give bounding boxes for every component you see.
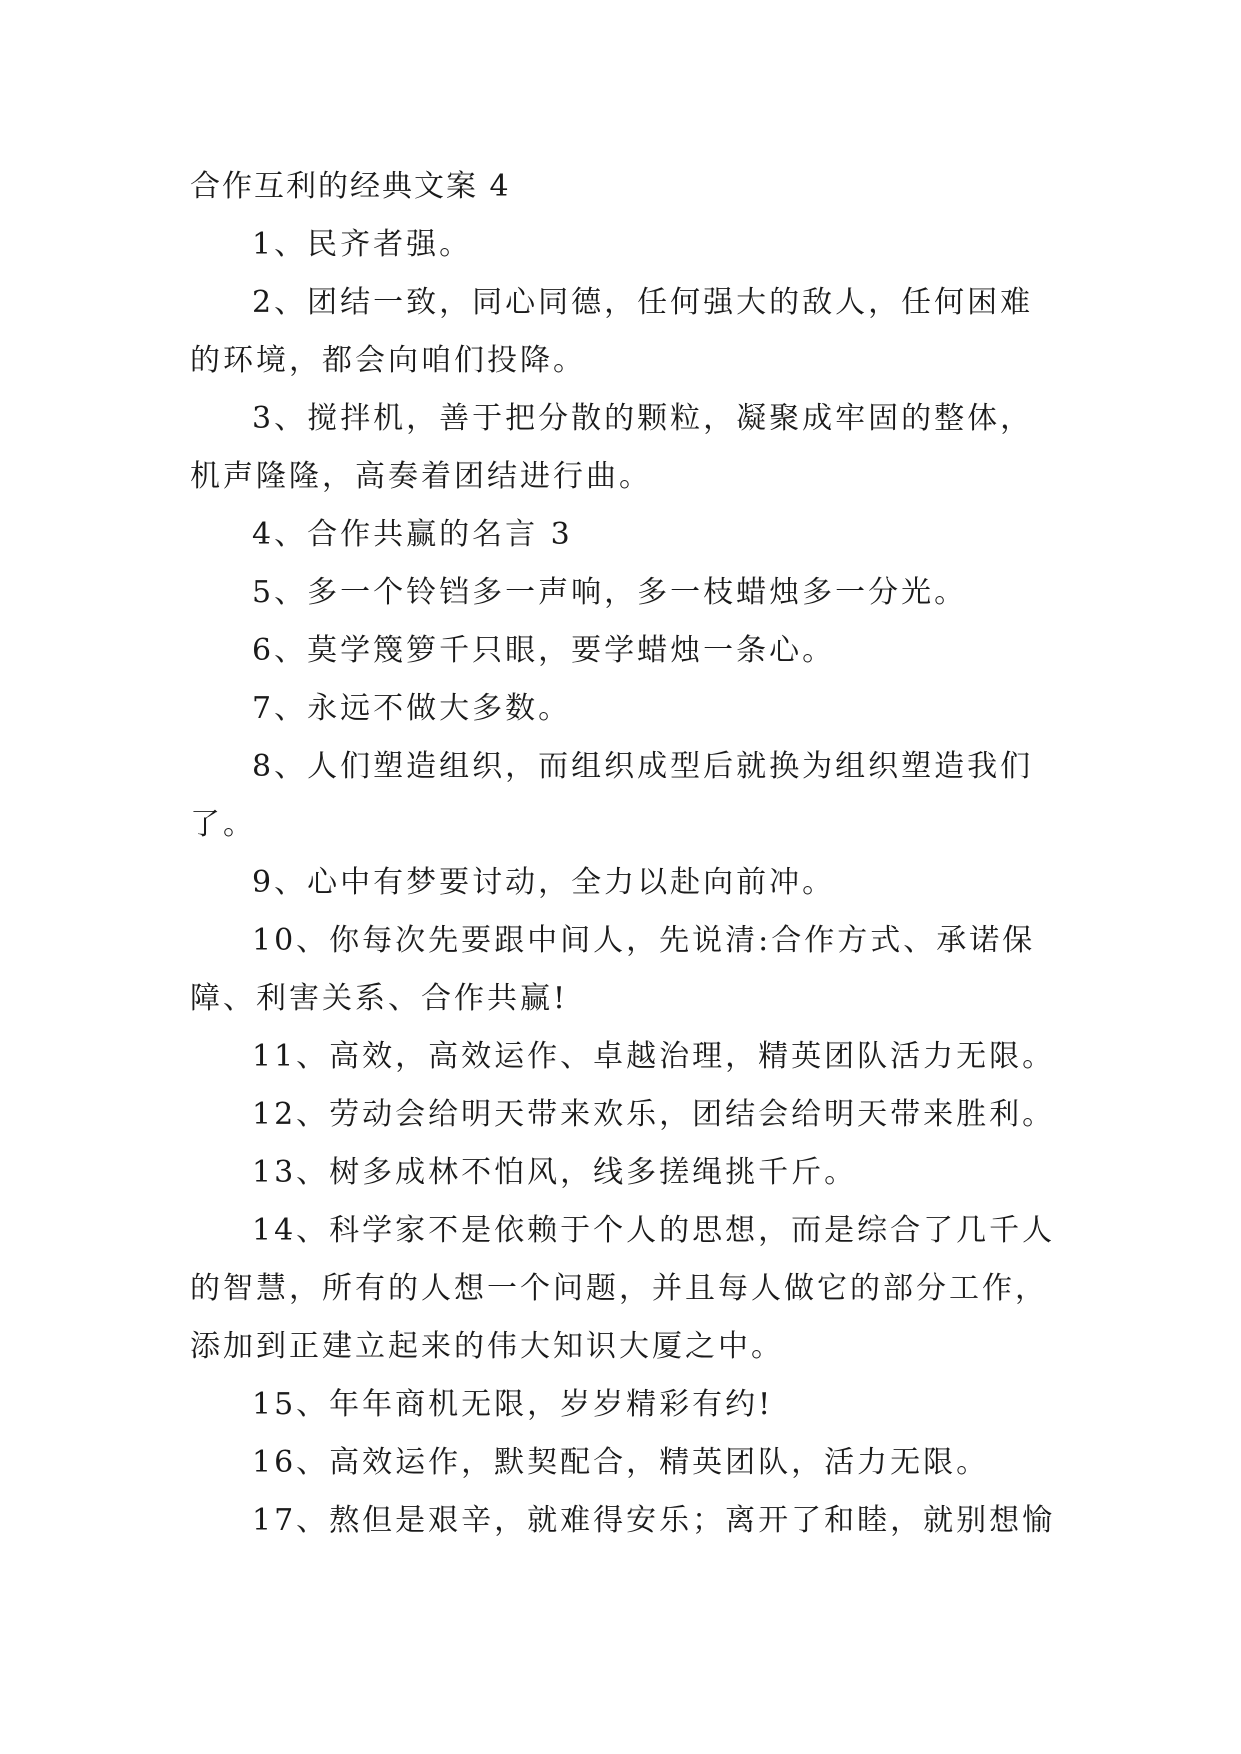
item-13 xyxy=(190,1144,1070,1202)
item-17 xyxy=(190,1492,1070,1550)
item-12 xyxy=(190,1086,1070,1144)
item-line: 15、年年商机无限，岁岁精彩有约! xyxy=(252,1387,774,1422)
item-line: 10、你每次先要跟中间人，先说清:合作方式、承诺保 xyxy=(252,923,1036,958)
item-line: 11、高效，高效运作、卓越治理，精英团队活力无限。 xyxy=(252,1039,1056,1074)
document-page xyxy=(190,158,1070,1550)
item-line: 1、民齐者强。 xyxy=(252,227,473,262)
item-line: 17、熬但是艰辛，就难得安乐；离开了和睦，就别想愉 xyxy=(252,1503,1056,1538)
item-6 xyxy=(190,622,1070,680)
item-15 xyxy=(190,1376,1070,1434)
item-line: 14、科学家不是依赖于个人的思想，而是综合了几千人 xyxy=(252,1213,1056,1248)
item-line: 13、树多成林不怕风，线多搓绳挑千斤。 xyxy=(252,1155,858,1190)
item-5 xyxy=(190,564,1070,622)
item-line-continued: 机声隆隆，高奏着团结进行曲。 xyxy=(190,459,652,494)
item-line: 5、多一个铃铛多一声响，多一枝蜡烛多一分光。 xyxy=(252,575,968,610)
item-10 xyxy=(190,912,1070,1028)
item-16 xyxy=(190,1434,1070,1492)
item-line: 7、永远不做大多数。 xyxy=(252,691,572,726)
item-line-continued: 的环境，都会向咱们投降。 xyxy=(190,343,586,378)
item-2 xyxy=(190,274,1070,390)
item-line: 8、人们塑造组织，而组织成型后就换为组织塑造我们 xyxy=(252,749,1034,784)
item-line: 12、劳动会给明天带来欢乐，团结会给明天带来胜利。 xyxy=(252,1097,1056,1132)
item-line-continued: 的智慧，所有的人想一个问题，并且每人做它的部分工作， xyxy=(190,1271,1048,1306)
item-line-continued: 障、利害关系、合作共赢! xyxy=(190,981,569,1016)
item-line: 16、高效运作，默契配合，精英团队，活力无限。 xyxy=(252,1445,990,1480)
item-1 xyxy=(190,216,1070,274)
item-11 xyxy=(190,1028,1070,1086)
item-7 xyxy=(190,680,1070,738)
item-line: 3、搅拌机，善于把分散的颗粒，凝聚成牢固的整体， xyxy=(252,401,1034,436)
item-3 xyxy=(190,390,1070,506)
item-line: 2、团结一致，同心同德，任何强大的敌人，任何困难 xyxy=(252,285,1034,320)
item-line: 9、心中有梦要讨动，全力以赴向前冲。 xyxy=(252,865,836,900)
item-line-continued: 了。 xyxy=(190,807,256,842)
item-line: 4、合作共赢的名言 3 xyxy=(252,517,573,552)
item-4 xyxy=(190,506,1070,564)
item-line-continued: 添加到正建立起来的伟大知识大厦之中。 xyxy=(190,1329,784,1364)
item-8 xyxy=(190,738,1070,854)
document-title: 合作互利的经典文案 4 xyxy=(190,169,511,204)
item-14 xyxy=(190,1202,1070,1376)
item-line: 6、莫学篾箩千只眼，要学蜡烛一条心。 xyxy=(252,633,836,668)
item-9 xyxy=(190,854,1070,912)
